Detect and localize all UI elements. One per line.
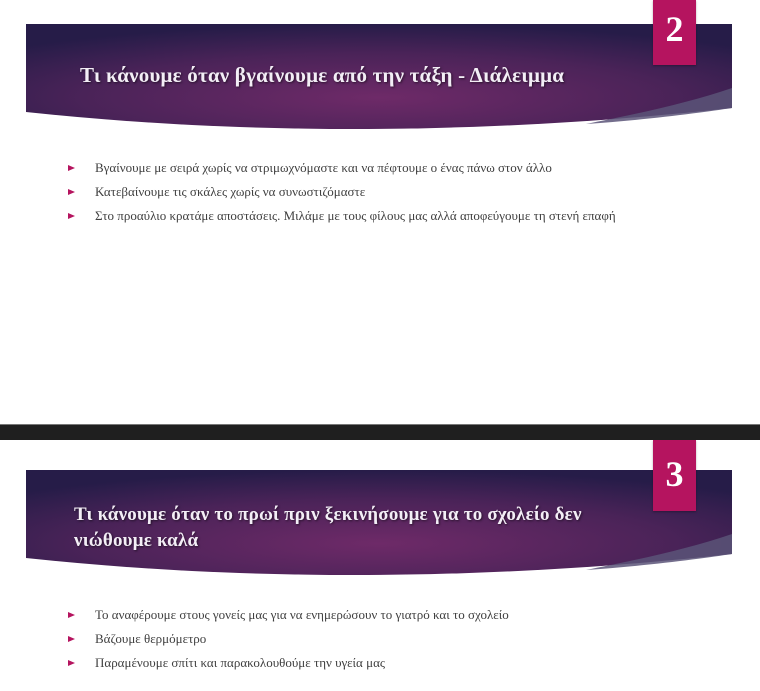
list-item: Κατεβαίνουμε τις σκάλες χωρίς να συνωστιζόμαστε (68, 184, 628, 200)
slide-3 (0, 440, 760, 691)
bullet-list (68, 160, 628, 232)
slide-number-badge: 3 (653, 440, 696, 511)
slide-title: Τι κάνουμε όταν το πρωί πριν ξεκινήσουμε για το σχολείο δεν νιώθουμε καλά (74, 504, 582, 551)
slide-number-badge: 2 (653, 0, 696, 65)
bullet-arrow-icon (68, 189, 75, 195)
list-item: Στο προαύλιο κρατάμε αποστάσεις. Μιλάμε με τους φίλους μας αλλά αποφεύγουμε τη στενή επαφή (68, 208, 628, 224)
bullet-list (68, 607, 628, 679)
bullet-arrow-icon (68, 612, 75, 618)
list-item: Βγαίνουμε με σειρά χωρίς να στριμωχνόμαστε και να πέφτουμε ο ένας πάνω στον άλλο (68, 160, 628, 176)
bullet-arrow-icon (68, 636, 75, 642)
title-band (26, 470, 732, 584)
bullet-arrow-icon (68, 660, 75, 666)
slide-title: Τι κάνουμε όταν βγαίνουμε από την τάξη - Διάλειμμα (80, 63, 565, 87)
slide-divider (0, 424, 760, 441)
list-item: Βάζουμε θερμόμετρο (68, 631, 628, 647)
title-band (26, 24, 732, 138)
bullet-arrow-icon (68, 213, 75, 219)
bullet-arrow-icon (68, 165, 75, 171)
list-item: Το αναφέρουμε στους γονείς μας για να ενημερώσουν το γιατρό και το σχολείο (68, 607, 628, 623)
list-item: Παραμένουμε σπίτι και παρακολουθούμε την υγεία μας (68, 655, 628, 671)
